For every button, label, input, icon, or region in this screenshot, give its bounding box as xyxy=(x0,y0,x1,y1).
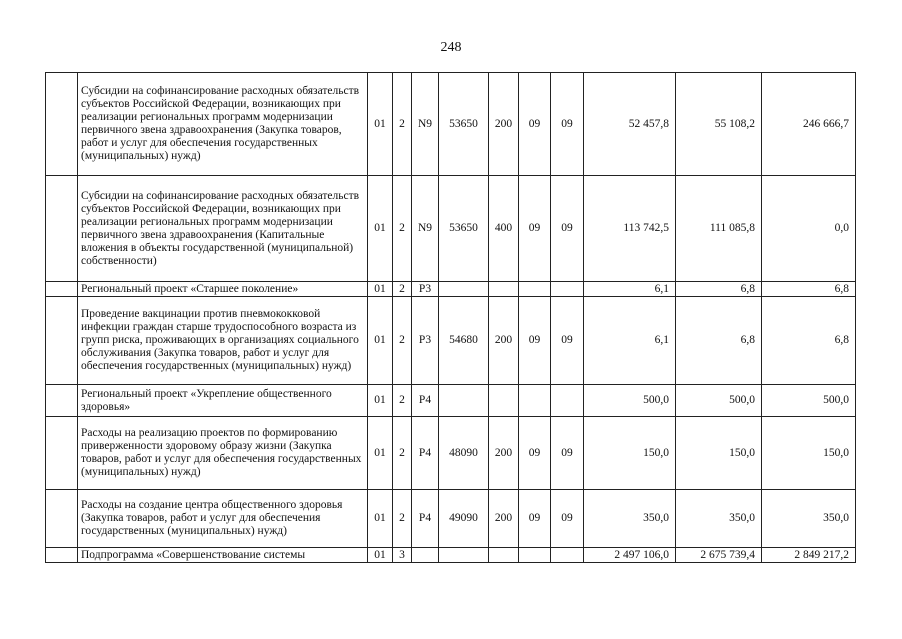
amount-cell: 111 085,8 xyxy=(676,176,762,282)
amount-cell: 52 457,8 xyxy=(584,73,676,176)
amount-cell: 150,0 xyxy=(584,417,676,490)
row-name: Субсидии на софинансирование расходных обязательств субъектов Российской Федерации, возникающих при реализации региональных программ модернизации первичного звена здравоохранения (Капитальные вложения в объекты государственной (муниципальной) собственности) xyxy=(78,176,368,282)
amount-cell: 2 497 106,0 xyxy=(584,548,676,563)
blank-cell xyxy=(46,385,78,417)
code-cell xyxy=(551,282,584,297)
amount-cell: 6,1 xyxy=(584,297,676,385)
amount-cell: 500,0 xyxy=(676,385,762,417)
amount-cell: 55 108,2 xyxy=(676,73,762,176)
code-cell: P3 xyxy=(412,297,439,385)
amount-cell: 500,0 xyxy=(584,385,676,417)
blank-cell xyxy=(46,297,78,385)
code-cell: 01 xyxy=(368,297,393,385)
code-cell: 2 xyxy=(393,297,412,385)
amount-cell: 350,0 xyxy=(584,490,676,548)
code-cell: 01 xyxy=(368,176,393,282)
amount-cell: 2 849 217,2 xyxy=(762,548,856,563)
row-name: Расходы на реализацию проектов по формированию приверженности здоровому образу жизни (Закупка товаров, работ и услуг для обеспечения государственных (муниципальных) нужд) xyxy=(78,417,368,490)
amount-cell: 150,0 xyxy=(676,417,762,490)
page-number: 248 xyxy=(440,40,462,55)
code-cell: 09 xyxy=(551,297,584,385)
row-name: Субсидии на софинансирование расходных обязательств субъектов Российской Федерации, возникающих при реализации региональных программ модернизации первичного звена здравоохранения (Закупка товаров, работ и услуг для обеспечения государственных (муниципальных) нужд) xyxy=(78,73,368,176)
amount-cell: 150,0 xyxy=(762,417,856,490)
code-cell: 09 xyxy=(519,297,551,385)
code-cell: 53650 xyxy=(439,176,489,282)
row-name: Подпрограмма «Совершенствование системы xyxy=(78,548,368,563)
code-cell: 2 xyxy=(393,176,412,282)
code-cell xyxy=(551,385,584,417)
code-cell: 3 xyxy=(393,548,412,563)
code-cell: 01 xyxy=(368,282,393,297)
table-row xyxy=(46,297,856,385)
code-cell xyxy=(489,548,519,563)
blank-cell xyxy=(46,282,78,297)
amount-cell: 6,8 xyxy=(676,282,762,297)
code-cell: 2 xyxy=(393,490,412,548)
code-cell xyxy=(519,385,551,417)
table-row xyxy=(46,282,856,297)
blank-cell xyxy=(46,548,78,563)
amount-cell: 113 742,5 xyxy=(584,176,676,282)
code-cell: 01 xyxy=(368,73,393,176)
code-cell xyxy=(439,548,489,563)
blank-cell xyxy=(46,73,78,176)
code-cell xyxy=(412,548,439,563)
amount-cell: 0,0 xyxy=(762,176,856,282)
code-cell: 2 xyxy=(393,73,412,176)
table-row xyxy=(46,548,856,563)
code-cell: 09 xyxy=(551,176,584,282)
code-cell xyxy=(489,385,519,417)
code-cell: 01 xyxy=(368,490,393,548)
code-cell: 09 xyxy=(519,73,551,176)
code-cell xyxy=(489,282,519,297)
code-cell xyxy=(519,548,551,563)
code-cell: 2 xyxy=(393,417,412,490)
code-cell: P4 xyxy=(412,417,439,490)
code-cell: 09 xyxy=(519,490,551,548)
amount-cell: 350,0 xyxy=(762,490,856,548)
code-cell xyxy=(439,282,489,297)
code-cell: 53650 xyxy=(439,73,489,176)
code-cell: 01 xyxy=(368,385,393,417)
table-row xyxy=(46,73,856,176)
code-cell: P3 xyxy=(412,282,439,297)
row-name: Проведение вакцинации против пневмококковой инфекции граждан старше трудоспособного возраста из групп риска, проживающих в организациях социального обслуживания (Закупка товаров, работ и услуг для обеспечения государственных (муниципальных) нужд) xyxy=(78,297,368,385)
amount-cell: 350,0 xyxy=(676,490,762,548)
code-cell: 2 xyxy=(393,385,412,417)
amount-cell: 6,8 xyxy=(762,282,856,297)
code-cell: 09 xyxy=(551,490,584,548)
code-cell: 2 xyxy=(393,282,412,297)
code-cell xyxy=(551,548,584,563)
code-cell: 200 xyxy=(489,73,519,176)
amount-cell: 6,1 xyxy=(584,282,676,297)
code-cell xyxy=(519,282,551,297)
table-row xyxy=(46,176,856,282)
code-cell: 200 xyxy=(489,297,519,385)
budget-table xyxy=(45,72,856,563)
code-cell: P4 xyxy=(412,490,439,548)
code-cell: 09 xyxy=(519,176,551,282)
table-row xyxy=(46,385,856,417)
blank-cell xyxy=(46,176,78,282)
table-row xyxy=(46,417,856,490)
code-cell: 01 xyxy=(368,548,393,563)
code-cell xyxy=(439,385,489,417)
code-cell: 400 xyxy=(489,176,519,282)
amount-cell: 6,8 xyxy=(676,297,762,385)
code-cell: 09 xyxy=(519,417,551,490)
code-cell: 200 xyxy=(489,490,519,548)
table-row xyxy=(46,490,856,548)
code-cell: N9 xyxy=(412,73,439,176)
row-name: Региональный проект «Старшее поколение» xyxy=(78,282,368,297)
row-name: Расходы на создание центра общественного здоровья (Закупка товаров, работ и услуг для обеспечения государственных (муниципальных) нужд) xyxy=(78,490,368,548)
code-cell: 09 xyxy=(551,73,584,176)
code-cell: 49090 xyxy=(439,490,489,548)
blank-cell xyxy=(46,417,78,490)
code-cell: 200 xyxy=(489,417,519,490)
code-cell: P4 xyxy=(412,385,439,417)
amount-cell: 500,0 xyxy=(762,385,856,417)
code-cell: 54680 xyxy=(439,297,489,385)
row-name: Региональный проект «Укрепление общественного здоровья» xyxy=(78,385,368,417)
amount-cell: 246 666,7 xyxy=(762,73,856,176)
code-cell: 01 xyxy=(368,417,393,490)
code-cell: N9 xyxy=(412,176,439,282)
code-cell: 48090 xyxy=(439,417,489,490)
amount-cell: 2 675 739,4 xyxy=(676,548,762,563)
blank-cell xyxy=(46,490,78,548)
amount-cell: 6,8 xyxy=(762,297,856,385)
code-cell: 09 xyxy=(551,417,584,490)
